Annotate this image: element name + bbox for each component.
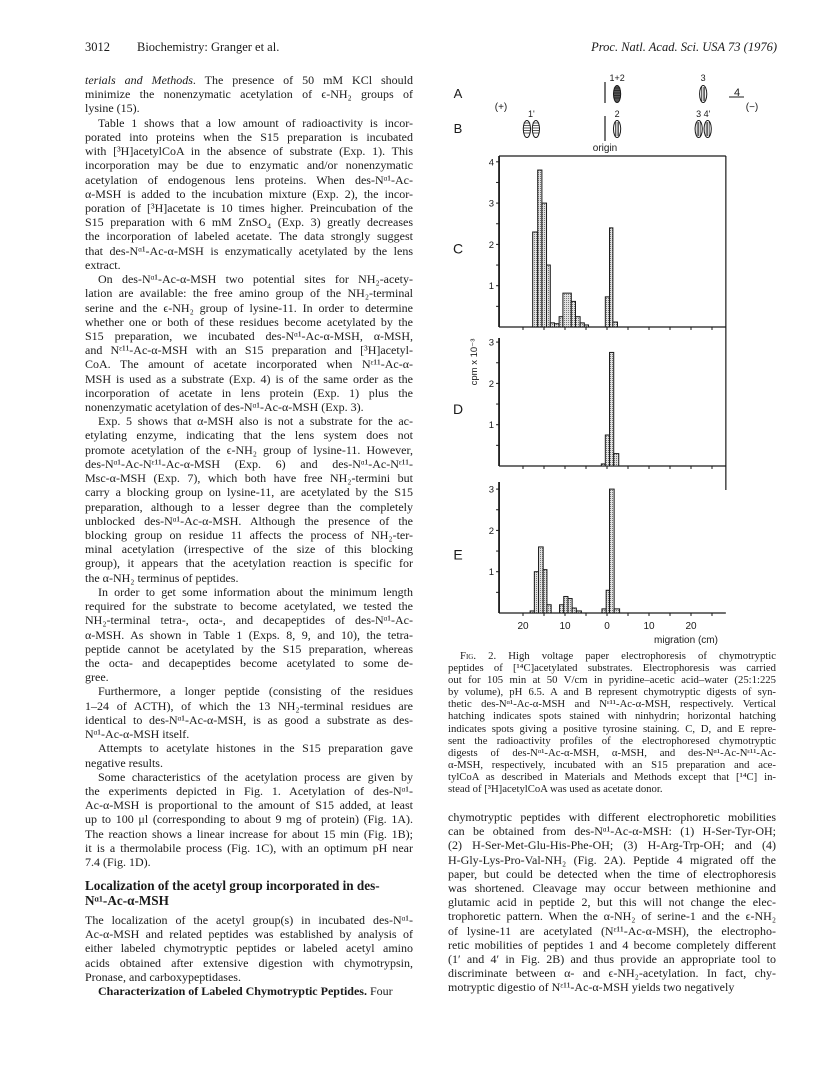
x-tick-label: 10 — [559, 621, 571, 632]
y-axis-label: cpm x 10⁻³ — [469, 338, 480, 386]
text-line: incorporation of acetate in lens protein (Exp. 1) plus the — [85, 385, 413, 400]
text-line: and Nᵋ¹¹-Ac-α-MSH with an S15 preparation and [³H]acetyl- — [85, 343, 413, 358]
y-tick-label: 3 — [488, 484, 495, 496]
text-line: minal acetylation (irrespective of the size of this blocking — [85, 542, 413, 557]
text-line: digests of des-Nᵅ¹-Ac-α-MSH, α-MSH, and des-Nᵅ¹-Ac-Nᵋ¹¹-Ac- — [448, 746, 776, 759]
x-tick-label: 10 — [643, 621, 655, 632]
text-line: unblocked des-Nᵅ¹-Ac-α-MSH. Although the presence of the — [85, 513, 413, 528]
text-line: acetylation of endogenous lens proteins. When des-Nᵅ¹-Ac- — [85, 172, 413, 187]
histogram-bar — [559, 317, 563, 327]
histogram-bar — [533, 232, 538, 327]
text-line: out for 105 min at 50 V/cm in pyridine–acetic acid–water (25:1:225 — [448, 674, 776, 687]
text-line: etylating enzyme, indicating that the lens system does not — [85, 428, 413, 443]
text-line: S15 preparation, we incubated des-Nᵅ¹-Ac-α-MSH, α-MSH, — [85, 328, 413, 343]
histogram-bar — [613, 322, 618, 327]
histogram-bar — [547, 605, 551, 613]
spot-label: 1' — [528, 109, 535, 119]
text-span: Four — [366, 984, 393, 999]
histogram-bar — [610, 228, 613, 327]
text-line: negative results. — [85, 755, 163, 770]
text-line: either labeled chymotryptic peptides or labeled acetyl amino — [85, 941, 413, 956]
journal-citation: Proc. Natl. Acad. Sci. USA 73 (1976) — [591, 40, 777, 54]
panel-label: C — [452, 240, 464, 257]
text-line: of lysine-11 are acetylated (Nᵋ¹¹-Ac-α-MSH), the electropho- — [448, 923, 776, 938]
text-line: CoA. The amount of acetate incorporated when Nᵋ¹¹-Ac-α- — [85, 357, 413, 372]
text-line: discriminate between α- and ϵ-NH₂-acetylation. In fact, chy- — [448, 966, 776, 981]
italic-reference: terials and Methods — [85, 73, 193, 87]
text-line: it is a thermolabile process (Fig. 1C), with an optimum pH near — [85, 840, 413, 855]
text-line: Pronase, and carboxypeptidases. — [85, 969, 241, 984]
y-tick-label: 2 — [488, 239, 495, 251]
x-axis-label: migration (cm) — [654, 635, 718, 646]
text-line: motryptic digestio of Nᵋ¹¹-Ac-α-MSH yields two negatively — [448, 980, 735, 995]
spot-label: 2 — [614, 109, 620, 119]
text-line: whether one or both of these residues become acetylated by the — [85, 314, 413, 329]
running-title: Biochemistry: Granger et al. — [137, 40, 280, 54]
text-line: by volume), pH 6.5. A and B represent chymotryptic digests of syn- — [448, 686, 776, 699]
histogram-bar — [614, 454, 619, 466]
origin-label: origin — [592, 143, 618, 154]
text-line: α-MSH, respectively, incubated with an S15 preparation and ace- — [448, 758, 776, 771]
histogram-bar — [602, 609, 606, 613]
histogram-bar — [572, 608, 576, 613]
text-line: serine and the ϵ-NH₂ group of lysine-11. In order to determine — [85, 300, 413, 315]
histogram-bar — [530, 611, 534, 613]
text-line: group), it appears that the acetylation reaction is specific for — [85, 556, 413, 571]
text-line: Some characteristics of the acetylation process are given by — [98, 769, 413, 784]
histogram-bar — [584, 325, 588, 327]
strip-label-a: A — [453, 86, 463, 101]
text-line: chymotryptic peptides with different electrophoretic mobilities — [448, 810, 776, 824]
cathode-label: (−) — [745, 102, 759, 113]
y-tick-label: 1 — [488, 567, 495, 579]
text-line: acids obtained after extensive digestion with chymotrypsin, — [85, 955, 413, 970]
histogram-bar — [564, 596, 568, 613]
text-line: extract. — [85, 257, 121, 272]
text-line: hatching indicates spots stained with ninhydrin; horizontal hatching — [448, 710, 776, 723]
text-line: glutamic acid in peptide 2, but this will not change the elec- — [448, 895, 776, 910]
x-tick-label: 0 — [604, 621, 610, 632]
text-line: Furthermore, a longer peptide (consisting of the residues — [98, 684, 413, 699]
text-line: Table 1 shows that a low amount of radioactivity is incor- — [98, 115, 413, 130]
text-line: In order to get some information about the minimum length — [98, 584, 413, 599]
text-line: nonenzymatic acetylation of des-Nᵅ¹-Ac-α-MSH (Exp. 3). — [85, 400, 364, 415]
histogram-bar — [538, 170, 542, 327]
text-line: promote acetylation of the ϵ-NH₂ group of lysine-11. However, — [85, 442, 413, 457]
text-line: Nᵅ¹-Ac-α-MSH — [85, 892, 169, 908]
text-line: the octa- and decapeptides become acetylated to some de- — [85, 655, 413, 670]
histogram-bar — [601, 464, 605, 466]
spot-label: 3 4' — [696, 109, 711, 119]
y-tick-label: 3 — [488, 198, 495, 210]
text-line: the experiments depicted in Fig. 1. Acetylation of des-Nᵅ¹- — [85, 783, 413, 798]
histogram-bar — [568, 599, 572, 613]
text-line: poration of [³H]acetate is 10 times higher. Preincubation of the — [85, 200, 413, 215]
figure-label: Fig. 2. — [460, 650, 497, 662]
text-line: H-Gly-Lys-Pro-Val-NH₂ (Fig. 2A). Peptide 4 migrated off the — [448, 852, 776, 867]
text-line: (2) H-Ser-Met-Glu-His-Phe-OH; (3) H-Arg-Trp-OH; and (4) — [448, 838, 776, 853]
text-line: lysine (15). — [85, 101, 140, 116]
y-tick-label: 2 — [488, 525, 495, 537]
histogram-bar — [542, 203, 547, 327]
text-line: The localization of the acetyl group(s) in incubated des-Nᵅ¹- — [85, 913, 413, 928]
text-line: lation are available: the free amino group of the NH₂-terminal — [85, 286, 413, 301]
text-line: NH₂-terminal tetra-, octa-, and decapeptides of des-Nᵅ¹-Ac- — [85, 613, 413, 628]
y-tick-label: 2 — [488, 378, 495, 390]
text-line: preparation, although to a lesser degree than the completely — [85, 499, 413, 514]
histogram-bar — [550, 323, 554, 327]
text-line: peptides of [¹⁴C]acetylated substrates. Electrophoresis was carried — [448, 662, 776, 675]
panel-label: D — [452, 401, 464, 417]
text-line: the α-NH₂ terminus of peptides. — [85, 570, 239, 585]
y-tick-label: 1 — [488, 420, 495, 432]
text-line: α-MSH. As shown in Table 1 (Exps. 8, 9, and 10), the tetra- — [85, 627, 413, 642]
histogram-bar — [605, 435, 609, 466]
text-line: des-Nᵅ¹-Ac-Nᵋ¹¹-Ac-α-MSH (Exp. 6) and des-Nᵅ¹-Ac-Nᵋ¹¹- — [85, 456, 413, 471]
text-line: stead of [³H]acetylCoA was used as acetate donor. — [448, 783, 663, 796]
histogram-bar — [560, 605, 564, 613]
text-line: On des-Nᵅ¹-Ac-α-MSH two potential sites for NH₂-acety- — [98, 272, 413, 287]
text-line: required for the substrate to become acetylated, we tested the — [85, 599, 413, 614]
histogram-bar — [580, 323, 584, 327]
text-line: with [³H]acetylCoA in the absence of substrate (Exp. 1). This — [85, 144, 413, 159]
text-span: High voltage paper electrophoresis of chymotryptic — [496, 650, 776, 662]
text-line: can be obtained from des-Nᵅ¹-Ac-α-MSH: (1) H-Ser-Tyr-OH; — [448, 824, 776, 839]
anode-label: (+) — [494, 102, 508, 113]
y-tick-label: 4 — [488, 157, 495, 169]
histogram-bar — [534, 572, 538, 613]
text-line: that des-Nᵅ¹-Ac-α-MSH is enzymatically acetylated by the lens — [85, 243, 413, 258]
text-line: carry a blocking group on lysine-11, are acetylated by the S15 — [85, 485, 413, 500]
text-line: 1–24 of ACTH), of which the 13 NH₂-terminal residues are — [85, 698, 413, 713]
y-tick-label: 1 — [488, 281, 495, 293]
text-line: thetic des-Nᵅ¹-Ac-α-MSH and Nᵋ¹¹-Ac-α-MSH, respectively. Vertical — [448, 698, 776, 711]
histogram-bar — [610, 489, 615, 613]
text-line: the incorporation of labeled acetate. The data strongly suggest — [85, 229, 413, 244]
text-line: tylCoA as described in Materials and Methods except that [¹⁴C] in- — [448, 770, 776, 783]
text-line: (1′ and 4′ in Fig. 2B) and thus provide an appropriate tool to — [448, 951, 776, 966]
x-tick-label: 20 — [685, 621, 697, 632]
text-line: porated into proteins when the S15 preparation is incubated — [85, 129, 413, 144]
text-line: Msc-α-MSH (Exp. 7), which both have free NH₂-termini but — [85, 471, 413, 486]
text-line: paper, but could be detected when the time of electrophoresis — [448, 866, 776, 881]
text-line: S15 preparation with 6 mM ZnSO₄ (Exp. 3) greatly decreases — [85, 215, 413, 230]
histogram-bar — [576, 611, 581, 613]
panel-label: E — [453, 546, 463, 563]
text-line: Ac-α-MSH is proportional to the amount of S15 added, at least — [85, 798, 413, 813]
text-line: gree. — [85, 670, 109, 685]
text-line: Ac-α-MSH and related peptides was established by analysis of — [85, 927, 413, 942]
text-line: minimize the nonenzymatic acetylation of ϵ-NH₂ groups of — [85, 87, 413, 102]
subsection-heading: Characterization of Labeled Chymotryptic Peptides. — [98, 984, 367, 999]
text-line: Nᵅ¹-Ac-α-MSH itself. — [85, 727, 190, 742]
text-line: peptide cannot be acetylated by the S15 preparation, whereas — [85, 641, 413, 656]
text-line: up to 100 μl (corresponding to about 9 mg of protein) (Fig. 1A). — [85, 812, 413, 827]
histogram-bar — [555, 324, 560, 327]
text-line: α-MSH is added to the incubation mixture (Exp. 2), the incor- — [85, 186, 413, 201]
strip-label-b: B — [453, 121, 463, 136]
text-line: blocking group on residue 11 affects the process of NH₂-ter- — [85, 528, 413, 542]
histogram-bar — [576, 317, 581, 327]
text-line: incorporation may be due to enzymatic and/or nonenzymatic — [85, 158, 413, 173]
text-span: . The presence of 50 mM KCl should — [192, 73, 413, 87]
histogram-bar — [547, 265, 551, 327]
offpaper-spot-label: 4 — [733, 87, 741, 99]
text-line: identical to des-Nᵅ¹-Ac-α-MSH, is as good a substrate as des- — [85, 712, 413, 727]
histogram-bar — [610, 352, 614, 466]
histogram-bar — [571, 301, 575, 327]
text-line: Exp. 5 shows that α-MSH also is not a substrate for the ac- — [98, 414, 413, 429]
text-line: retic mobilities of peptides 1 and 4 become completely different — [448, 937, 776, 952]
histogram-bar — [563, 293, 571, 327]
histogram-bar — [606, 590, 609, 613]
histogram-bar — [543, 570, 547, 613]
x-tick-label: 20 — [517, 621, 529, 632]
histogram-bar — [614, 609, 619, 613]
text-line: was shortened. Cleavage may occur between methionine and — [448, 880, 776, 895]
text-line: MSH is used as a substrate (Exp. 4) is of the same order as the — [85, 371, 413, 386]
histogram-bar — [539, 547, 544, 613]
text-line: Attempts to acetylate histones in the S15 preparation gave — [98, 741, 413, 756]
text-line: 7.4 (Fig. 1D). — [85, 855, 151, 870]
page-number: 3012 — [85, 40, 110, 54]
text-line: Localization of the acetyl group incorporated in des- — [85, 877, 380, 893]
text-line: The reaction shows a linear increase for about 15 min (Fig. 1B); — [85, 826, 413, 841]
spot-label: 3 — [700, 73, 706, 83]
y-tick-label: 3 — [488, 337, 495, 349]
text-line: trophoretic pattern. When the α-NH₂ of serine-1 and the ϵ-NH₂ — [448, 909, 776, 924]
histogram-bar — [605, 297, 609, 327]
spot-label: 1+2 — [609, 73, 625, 83]
text-line: indicates spots giving a positive tyrosine staining. C, D, and E repre- — [448, 722, 776, 735]
text-line: sent the radioactivity profiles of the electrophoresed chymotryptic — [448, 734, 776, 747]
